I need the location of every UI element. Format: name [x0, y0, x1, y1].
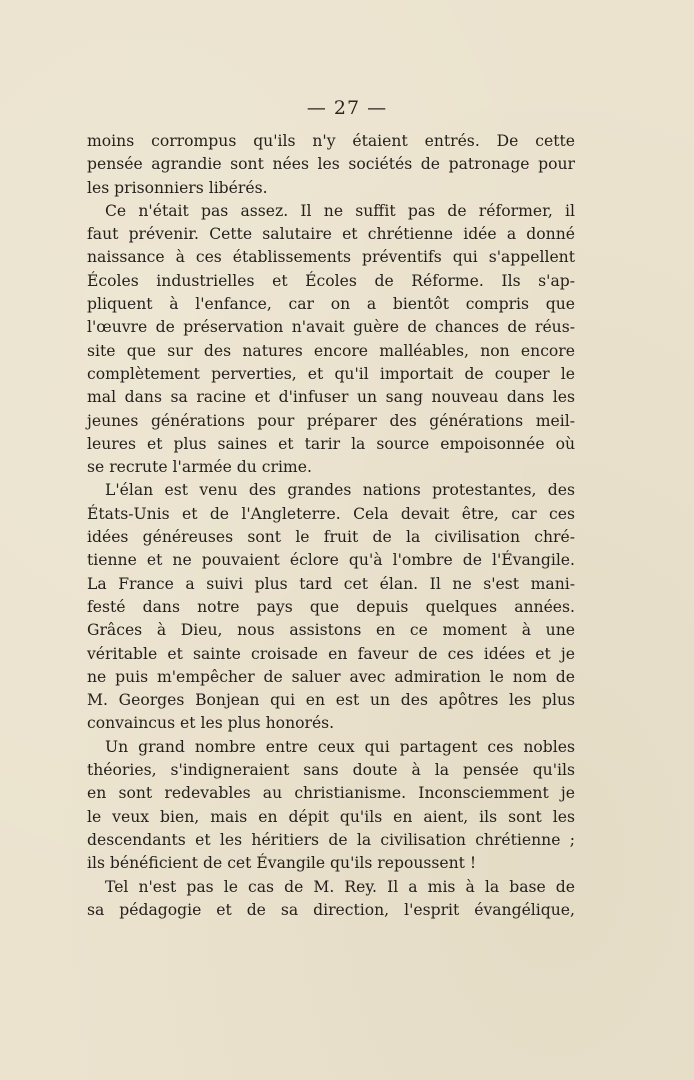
text-line: Un grand nombre entre ceux qui partagent ces nobles — [105, 737, 575, 756]
text-line: leures et plus saines et tarir la source empoisonnée où — [87, 434, 575, 453]
text-line: idées généreuses sont le fruit de la civilisation chré- — [87, 528, 575, 547]
text-line: mal dans sa racine et d'infuser un sang nouveau dans les — [87, 388, 575, 407]
text-line: l'œuvre de préservation n'avait guère de chances de réus- — [87, 318, 575, 337]
text-line: festé dans notre pays que depuis quelques années. — [87, 597, 575, 616]
text-line: se recrute l'armée du crime. — [87, 458, 312, 477]
body-text — [87, 130, 575, 922]
text-line: Tel n'est pas le cas de M. Rey. Il a mis à la base de — [105, 877, 575, 896]
text-line: naissance à ces établissements préventifs qui s'appellent — [87, 248, 575, 267]
text-line: La France a suivi plus tard cet élan. Il ne s'est mani- — [87, 574, 575, 593]
text-line: Écoles industrielles et Écoles de Réforme. Ils s'ap- — [87, 271, 575, 290]
text-line: jeunes générations pour préparer des générations meil- — [87, 411, 575, 430]
text-line: Ce n'était pas assez. Il ne suffit pas de réformer, il — [105, 201, 575, 220]
text-line: véritable et sainte croisade en faveur de ces idées et je — [87, 644, 575, 663]
text-line: descendants et les héritiers de la civilisation chrétienne ; — [87, 830, 575, 849]
text-line: M. Georges Bonjean qui en est un des apôtres les plus — [87, 691, 575, 710]
text-line: pensée agrandie sont nées les sociétés de patronage pour — [87, 155, 575, 174]
page-number: — 27 — — [306, 97, 388, 119]
text-line: moins corrompus qu'ils n'y étaient entrés. De cette — [87, 132, 575, 150]
text-line: Grâces à Dieu, nous assistons en ce moment à une — [87, 621, 575, 640]
text-line: ne puis m'empêcher de saluer avec admiration le nom de — [87, 667, 575, 686]
text-line: États-Unis et de l'Angleterre. Cela devait être, car ces — [87, 504, 575, 523]
text-line: faut prévenir. Cette salutaire et chrétienne idée a donné — [87, 225, 575, 244]
text-line: le veux bien, mais en dépit qu'ils en aient, ils sont les — [87, 807, 575, 826]
text-line: en sont redevables au christianisme. Inconsciemment je — [87, 784, 575, 803]
text-line: convaincus et les plus honorés. — [87, 714, 335, 733]
text-line: site que sur des natures encore malléables, non encore — [87, 341, 575, 360]
text-line: tienne et ne pouvaient éclore qu'à l'ombre de l'Évangile. — [87, 551, 575, 570]
text-line: sa pédagogie et de sa direction, l'esprit évangélique, — [87, 900, 575, 919]
text-line: L'élan est venu des grandes nations protestantes, des — [105, 481, 575, 500]
text-line: ils bénéficient de cet Évangile qu'ils repoussent ! — [87, 854, 477, 873]
text-line: pliquent à l'enfance, car on a bientôt compris que — [87, 295, 575, 314]
text-line: les prisonniers libérés. — [87, 178, 268, 197]
text-line: théories, s'indigneraient sans doute à la pensée qu'ils — [87, 761, 575, 780]
text-line: complètement perverties, et qu'il importait de couper le — [87, 364, 575, 383]
